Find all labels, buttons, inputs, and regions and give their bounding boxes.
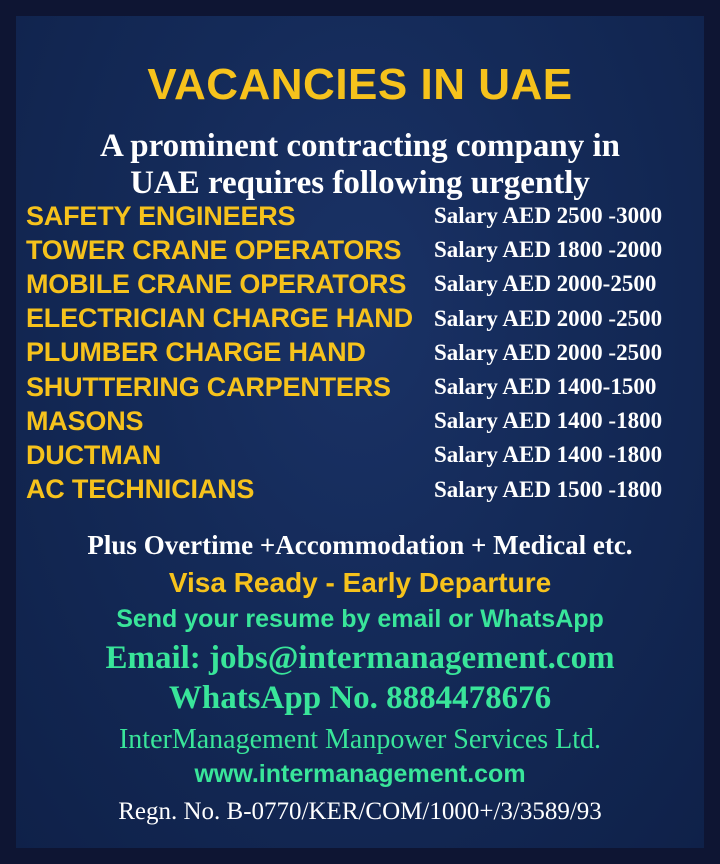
visa-text: Visa Ready - Early Departure [168, 567, 552, 598]
job-title: PLUMBER CHARGE HAND [26, 337, 366, 368]
job-salary: Salary AED 1400 -1800 [434, 442, 663, 468]
job-title: SAFETY ENGINEERS [26, 200, 296, 231]
website-link: www.intermanagement.com [194, 760, 526, 788]
job-title: ELECTRICIAN CHARGE HAND [26, 303, 413, 334]
job-row [26, 267, 696, 301]
email-contact: Email: jobs@intermanagement.com [105, 640, 615, 676]
company-name: InterManagement Manpower Services Ltd. [118, 724, 602, 755]
job-row [26, 233, 696, 267]
job-salary: Salary AED 1800 -2000 [434, 237, 663, 263]
job-title: TOWER CRANE OPERATORS [26, 234, 402, 265]
job-salary: Salary AED 1400-1500 [434, 374, 657, 400]
job-title: DUCTMAN [26, 439, 162, 470]
whatsapp-contact: WhatsApp No. 8884478676 [168, 680, 552, 716]
job-salary: Salary AED 1500 -1800 [434, 476, 663, 502]
job-list [26, 199, 696, 507]
subtitle-line-2: UAE requires following urgently [130, 165, 590, 201]
subtitle-line-1: A prominent contracting company in [99, 128, 621, 164]
registration-number: Regn. No. B-0770/KER/COM/1000+/3/3589/93 [118, 798, 602, 825]
job-row [26, 199, 696, 233]
poster-title: VACANCIES IN UAE [147, 60, 573, 109]
job-title: AC TECHNICIANS [26, 474, 255, 505]
job-row [26, 438, 696, 472]
job-row [26, 336, 696, 370]
job-title: MOBILE CRANE OPERATORS [26, 268, 407, 299]
job-row [26, 302, 696, 336]
job-salary: Salary AED 2000 -2500 [434, 339, 663, 365]
send-resume-text: Send your resume by email or WhatsApp [116, 605, 604, 633]
job-salary: Salary AED 1400 -1800 [434, 408, 663, 434]
job-row [26, 370, 696, 404]
job-salary: Salary AED 2500 -3000 [434, 203, 663, 229]
job-salary: Salary AED 2000-2500 [434, 271, 657, 297]
job-row [26, 404, 696, 438]
job-salary: Salary AED 2000 -2500 [434, 305, 663, 331]
job-title: MASONS [26, 405, 144, 436]
job-title: SHUTTERING CARPENTERS [26, 371, 391, 402]
job-row [26, 473, 696, 507]
benefits-text: Plus Overtime +Accommodation + Medical etc. [87, 530, 633, 560]
